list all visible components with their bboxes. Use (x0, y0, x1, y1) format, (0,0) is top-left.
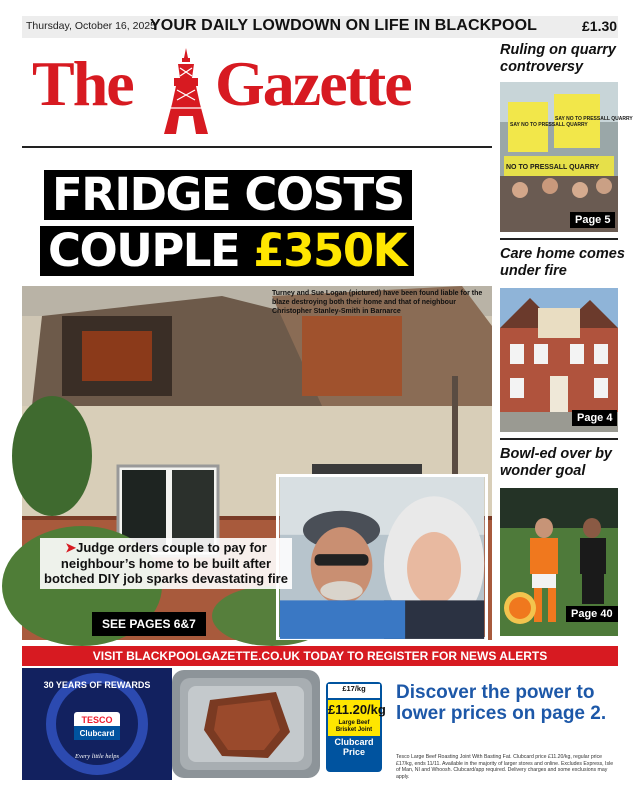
clubcard-price-value: £11.20/kg (328, 702, 386, 717)
headline-line-1: FRIDGE COSTS (44, 170, 412, 220)
beef-brisket-image (172, 670, 320, 778)
headline-line-2-white: COUPLE (48, 224, 254, 277)
quarry-sign-3: NO TO PRESSALL QUARRY (506, 164, 600, 171)
tesco-clubcard-logo (22, 668, 172, 780)
product-name: Large Beef Brisket Joint (335, 720, 373, 733)
cover-price: £1.30 (582, 18, 618, 34)
masthead-the: The (32, 48, 133, 119)
lead-standfirst (40, 538, 292, 589)
sidebar-item-care-home-headline[interactable]: Care home comes under fire (500, 246, 625, 280)
sidebar-divider (500, 438, 618, 440)
ad-small-print: Tesco Large Beef Roasting Joint With Basting Fat. Clubcard price £11.20/kg, regular price £17/kg, ends 11/11. Available in the majority of larger stores and online. Excludes Express, Isle of Man, NI and Whoosh. Clubcard/app required. Delivery charges and some exclusions may apply. (396, 754, 614, 780)
masthead-divider (22, 146, 492, 148)
headline-line-2 (40, 226, 414, 276)
sidebar-page-badge-4[interactable]: Page 4 (572, 410, 617, 426)
standfirst-text: Judge orders couple to pay for neighbour’s home to be built after botched DIY job sparks devastating fire (44, 540, 288, 587)
quarry-sign-2: SAY NO TO PRESSALL QUARRY (555, 116, 633, 122)
sidebar-item-quarry-headline[interactable]: Ruling on quarry controversy (500, 42, 616, 76)
standfirst-arrow-icon: ➤ (65, 540, 77, 555)
see-pages-link[interactable]: SEE PAGES 6&7 (92, 612, 206, 636)
regular-price: £17/kg (342, 684, 366, 693)
sidebar-divider (500, 238, 618, 240)
protest-photo[interactable] (500, 82, 633, 232)
ad-years-text: 30 YEARS OF REWARDS (43, 680, 151, 690)
tagline: YOUR DAILY LOWDOWN ON LIFE IN BLACKPOOL (150, 17, 538, 34)
photo-caption: Turney and Sue Logan (pictured) have been found liable for the blaze destroying both their home and that of neighbour Christopher Stanley-Smith in Barnarce (272, 290, 483, 315)
quarry-sign-1: SAY NO TO PRESSALL QUARRY (510, 122, 588, 128)
sidebar-page-badge-40[interactable]: Page 40 (566, 606, 618, 622)
ad-headline[interactable]: Discover the power to lower prices on page 2. (396, 682, 607, 725)
ad-brand-tesco: TESCO (81, 715, 113, 725)
news-alert-banner-text[interactable]: VISIT BLACKPOOLGAZETTE.CO.UK TODAY TO REGISTER FOR NEWS ALERTS (92, 649, 548, 663)
sidebar-page-badge-5[interactable]: Page 5 (570, 212, 615, 228)
sidebar-item-goal-headline[interactable]: Bowl-ed over by wonder goal (500, 446, 612, 480)
blackpool-tower-icon (160, 48, 212, 134)
ad-slogan: Every little helps (74, 753, 120, 760)
headline-amount: £350K (253, 224, 407, 277)
issue-date: Thursday, October 16, 2025 (26, 20, 156, 32)
masthead-gazette: Gazette (215, 48, 411, 119)
ad-brand-clubcard: Clubcard (79, 729, 115, 738)
couple-inset-photo[interactable] (276, 474, 488, 640)
clubcard-price-label: Clubcard Price (334, 737, 374, 757)
